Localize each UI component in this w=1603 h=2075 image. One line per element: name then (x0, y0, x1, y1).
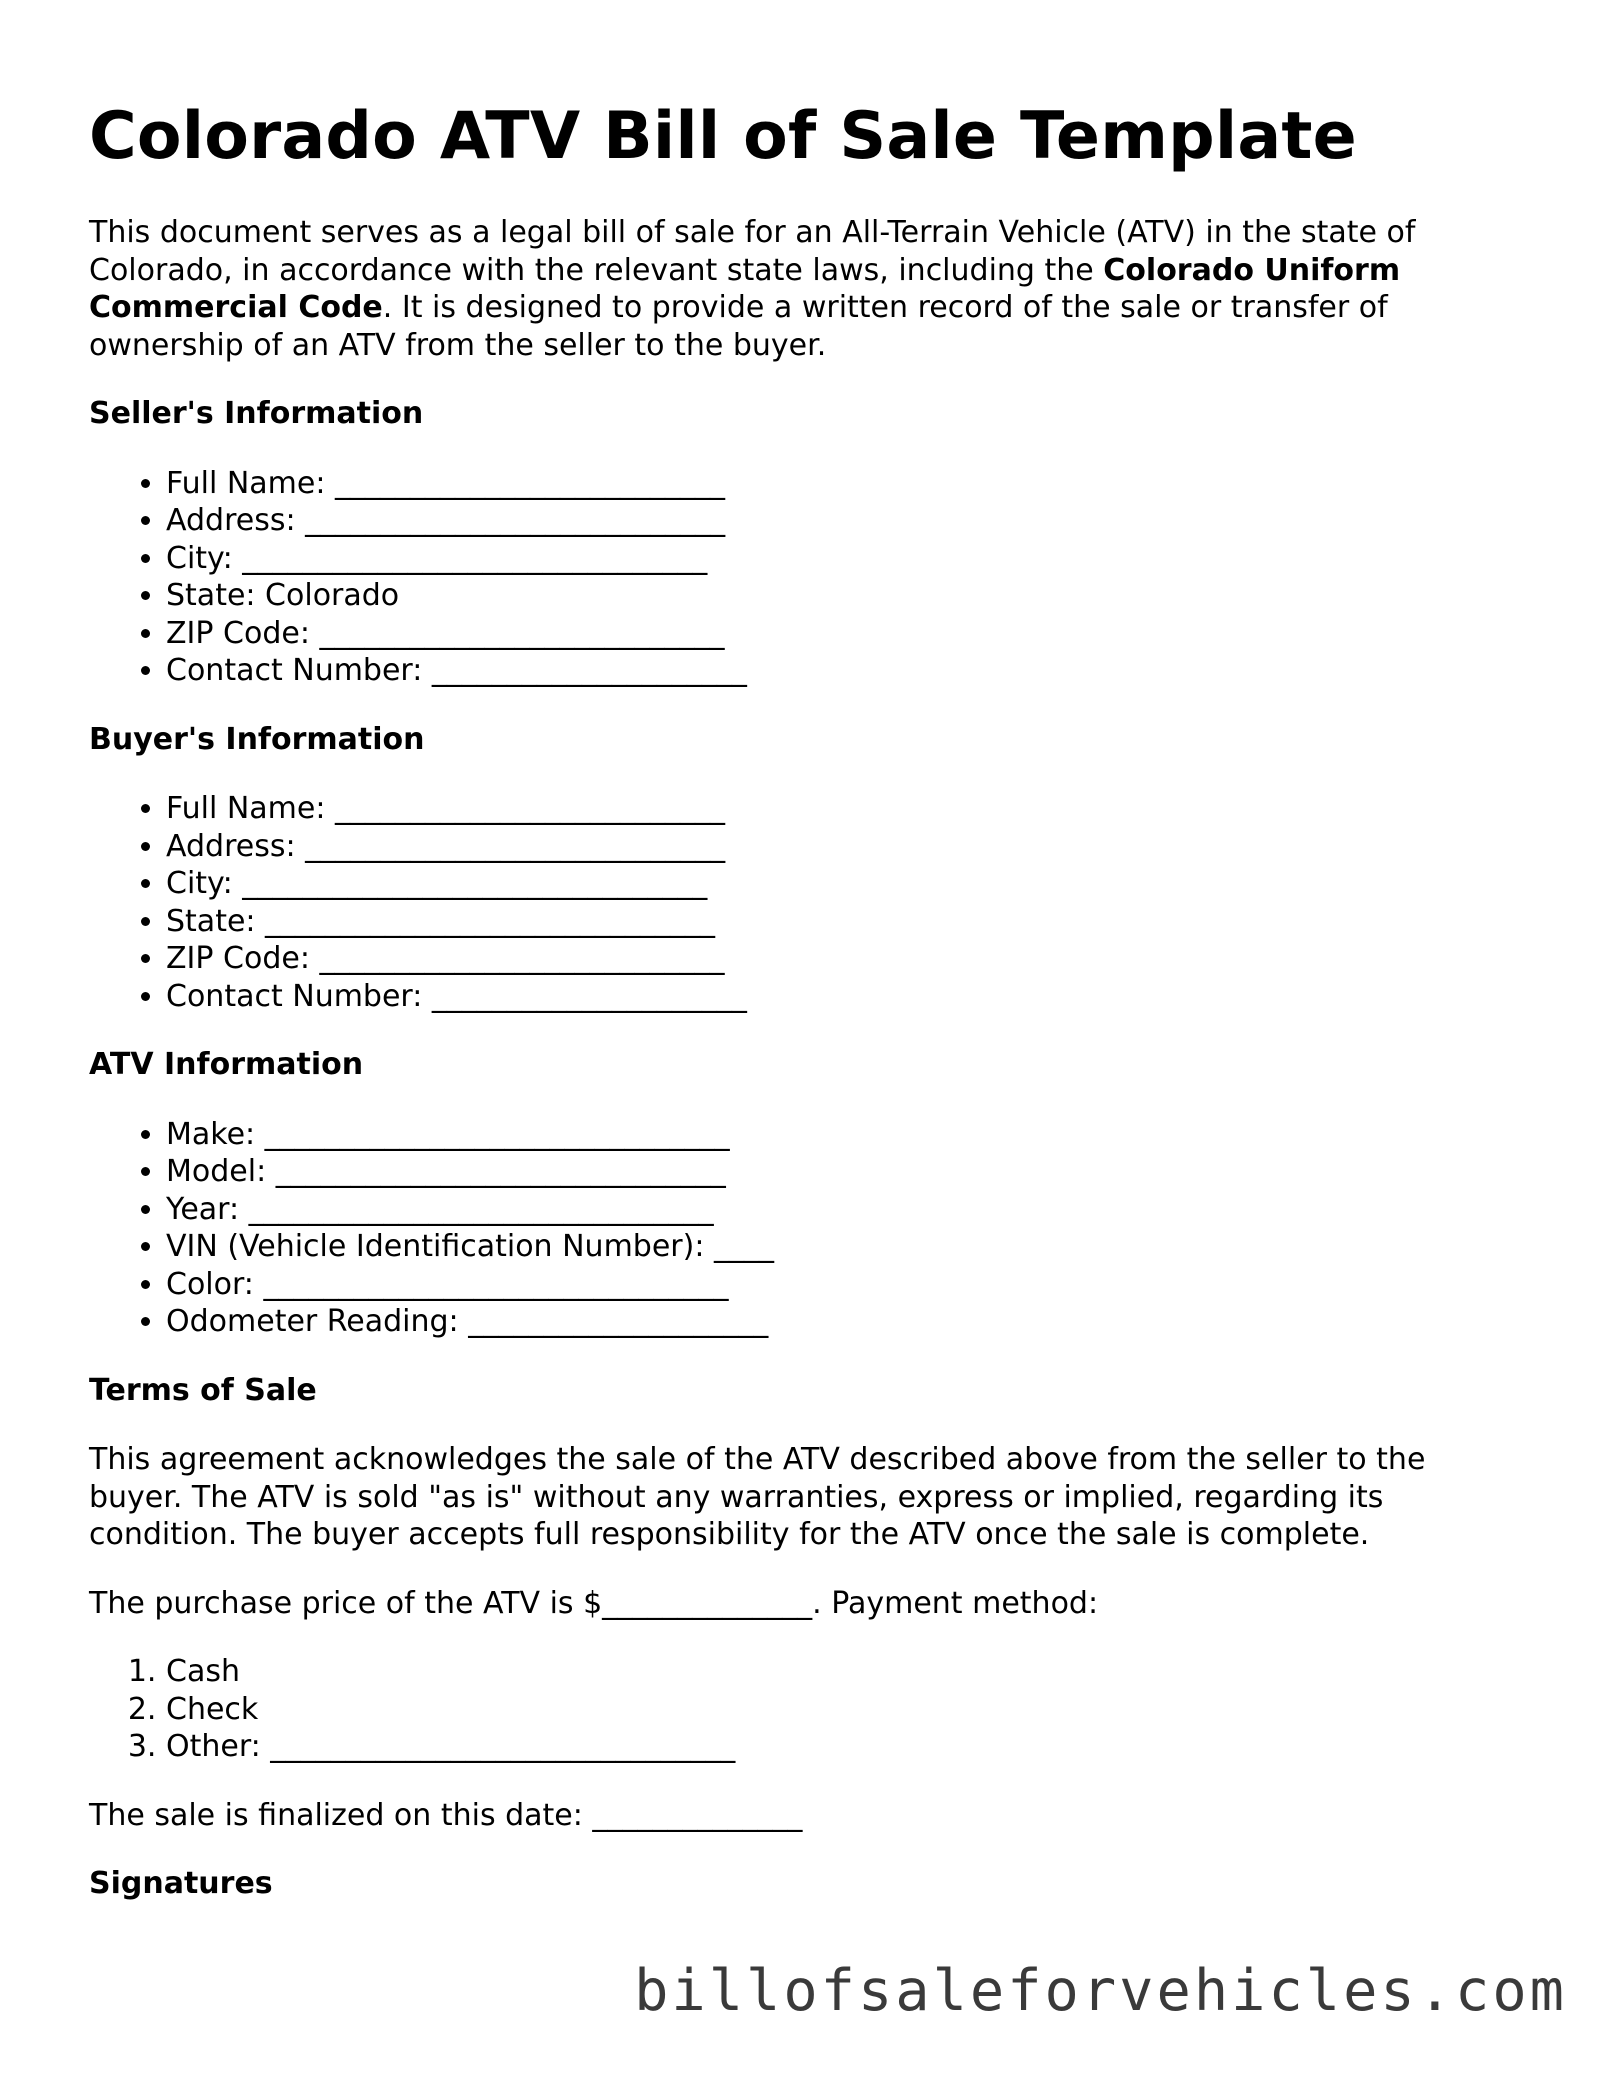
seller-city: • City: _______________________________ (166, 540, 1509, 578)
seller-list (89, 465, 1509, 690)
atv-model: • Model: ______________________________ (166, 1153, 1509, 1191)
buyer-zip: • ZIP Code: ___________________________ (166, 940, 1509, 978)
purchase-price-line: The purchase price of the ATV is $______________. Payment method: (89, 1585, 1099, 1621)
intro-paragraph (89, 214, 1509, 364)
buyer-full-name: • Full Name: __________________________ (166, 790, 1509, 828)
buyer-state: • State: ______________________________ (166, 903, 1509, 941)
sale-date-line: The sale is finalized on this date: ______________ (89, 1797, 803, 1833)
atv-color: • Color: _______________________________ (166, 1266, 1509, 1304)
buyer-city: • City: _______________________________ (166, 865, 1509, 903)
atv-heading: ATV Information (89, 1047, 364, 1082)
atv-list (89, 1116, 1509, 1341)
payment-other: 3. Other: _______________________________ (166, 1728, 1509, 1766)
intro-text-1: This document serves as a legal bill of sale for an All-Terrain Vehicle (ATV) in the state of Colorado, in accordance with the relevant state laws, including the (89, 215, 1416, 288)
buyer-list (89, 790, 1509, 1015)
payment-cash: 1. Cash (166, 1653, 1509, 1691)
signatures-heading: Signatures (89, 1866, 273, 1901)
page-title: Colorado ATV Bill of Sale Template (89, 99, 1357, 174)
seller-full-name: • Full Name: __________________________ (166, 465, 1509, 503)
atv-vin: • VIN (Vehicle Identification Number): ____ (166, 1228, 1509, 1266)
terms-heading: Terms of Sale (89, 1372, 317, 1408)
intro-text-2: . It is designed to provide a written record of the sale or transfer of ownership of an ATV from the seller to the buyer. (89, 290, 1388, 363)
buyer-address: • Address: ____________________________ (166, 828, 1509, 866)
seller-state: • State: Colorado (166, 577, 1509, 615)
seller-heading: Seller's Information (89, 396, 424, 431)
intro-bold-term: Colorado Uniform Commercial Code (89, 252, 1401, 325)
seller-contact: • Contact Number: _____________________ (166, 652, 1509, 690)
document-page (89, 98, 1509, 1935)
seller-address: • Address: ____________________________ (166, 502, 1509, 540)
payment-methods-list (89, 1653, 1509, 1766)
payment-check: 2. Check (166, 1691, 1509, 1729)
site-watermark: billofsaleforvehicles.com (634, 1958, 1567, 2024)
atv-odometer: • Odometer Reading: ____________________ (166, 1303, 1509, 1341)
seller-zip: • ZIP Code: ___________________________ (166, 615, 1509, 653)
atv-year: • Year: _______________________________ (166, 1191, 1509, 1229)
terms-paragraph: This agreement acknowledges the sale of the ATV described above from the seller to the buyer. The ATV is sold "as is" without any warranties, express or implied, regarding its condition. The buyer accepts full responsibility for the ATV once the sale is complete. (89, 1442, 1426, 1552)
atv-make: • Make: _______________________________ (166, 1116, 1509, 1154)
buyer-contact: • Contact Number: _____________________ (166, 978, 1509, 1016)
buyer-heading: Buyer's Information (89, 721, 425, 757)
